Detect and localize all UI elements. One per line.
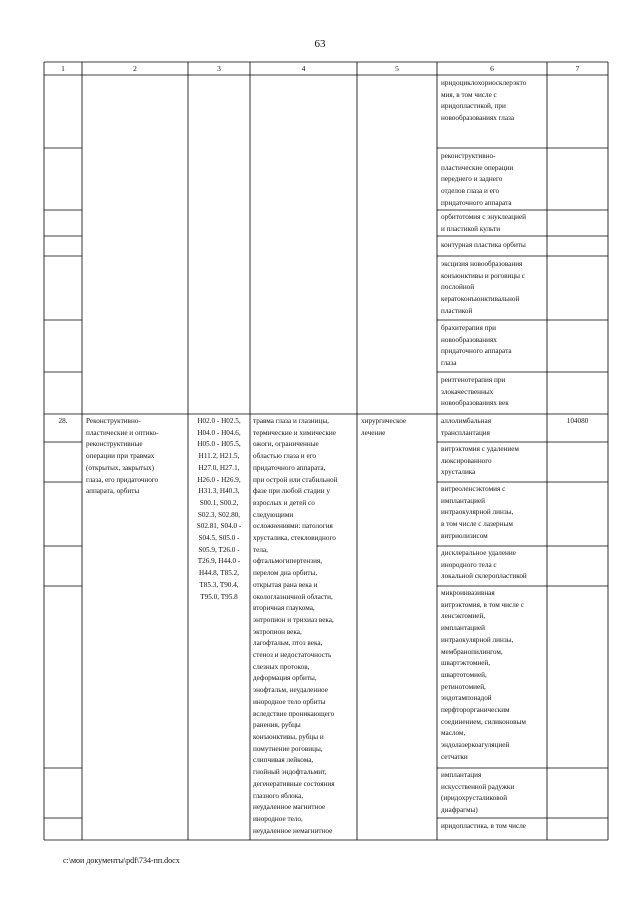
method-cell: рентгенотерапия при злокачественных новообразованиях век (441, 376, 509, 408)
header-col-3: 3 (217, 64, 221, 73)
method-cell: иридопластика, в том числе (441, 822, 526, 830)
header-col-2: 2 (133, 64, 137, 73)
header-col-5: 5 (395, 64, 399, 73)
page-number: 63 (314, 38, 326, 50)
diagnosis-codes: Н02.0 - Н02.5, Н04.0 - Н04.6, Н05.0 - Н05.5, Н11.2, Н21.5, Н27.0, Н27.1, Н26.0 - Н26.9, Н31.3, Н40.3, S00.1, S00.2, S02.3, S02.80, S02.81, S04.0 - S04.5, S05.0 - S05.9, T26.0 - T26.9, H44.0 - H44.8, T85.2, T85.3, T90.4, T95.0, T95.8 (196, 417, 242, 601)
method-cell: дисклеральное удаление инородного тела с локальной склеропластикой (441, 549, 527, 581)
method-cell: контурная пластика орбиты (441, 241, 526, 249)
method-cell: аллолимбальная трансплантация (441, 417, 492, 437)
header-col-6: 6 (490, 64, 494, 73)
row-name: Реконструктивно- пластические и оптико- реконструктивные операции при травмах (открытых, закрытых) глаза, его придаточного аппарата, орбиты (86, 417, 159, 496)
diagnosis-description: травма глаза и глазницы, термические и химические ожоги, ограниченные областью глаза и его придаточного аппарата, при острой или стабильной фазе при любой стадии у взрослых и детей со следующими осложнениями: патология хрусталика, стекловидного тела, офтальмогипертензия, перелом дна орбиты, открытая рана века и окологлазничной области, вторичная глаукома, энтропион и трихиаз века, эктропион века, лагофтальм, птоз века, стеноз и недостаточность слезных протоков, деформация орбиты, энофтальм, неудаленное инородное тело орбиты вследствие проникающего ранения, рубцы конъюнктивы, рубцы и помутнение роговицы, слипчивая лейкома, гнойный эндофтальмит, дегенеративные состояния глазного яблока, неудаленное магнитное инородное тело, неудаленное немагнитное (253, 417, 338, 835)
method-cell: иридоциклохориосклерэкто мия, в том числе с иридопластикой, при новообразованиях глаза (441, 79, 527, 123)
header-col-4: 4 (301, 64, 306, 73)
method-cell: витрэктомия с удалением люксированного хрусталика (441, 445, 519, 477)
method-cell: реконструктивно- пластические операции переднего и заднего отделов глаза и его придаточного аппарата (441, 152, 514, 207)
method-cell: брахитерапия при новообразованиях придаточного аппарата глаза (441, 324, 512, 368)
method-cell: имплантация искусственной радужки (иридохрусталиковой диафрагмы) (441, 771, 515, 815)
method-cell: микроинвазивная витрэктомия, в том числе с ленсэктомией, имплантацией интраокулярной линзы, мембранопилингом, швартэктомией, швартотомией, ретинотомией, эндотампонадой перфторорганическим соединением, силиконовым маслом, эндолазеркоагуляцией сетчатки (441, 589, 526, 761)
file-path-footer: c:\мои документы\pdf\734-пп.docx (63, 856, 180, 865)
cost-value: 104080 (566, 417, 589, 425)
row-number: 28. (58, 417, 68, 425)
method-cell: эксцизия новообразования конъюнктивы и роговицы с послойной кератоконъюнктивальной пластикой (441, 260, 525, 315)
method-cell: орбитотомия с энуклеацией и пластикой культи (441, 213, 527, 233)
treatment-type: хирургическое лечение (361, 417, 407, 437)
header-col-1: 1 (61, 64, 65, 73)
header-col-7: 7 (575, 64, 580, 73)
method-cell: витреоленсэктомия с имплантацией интраокулярной линзы, в том числе с лазерным витриолизисом (441, 485, 514, 540)
